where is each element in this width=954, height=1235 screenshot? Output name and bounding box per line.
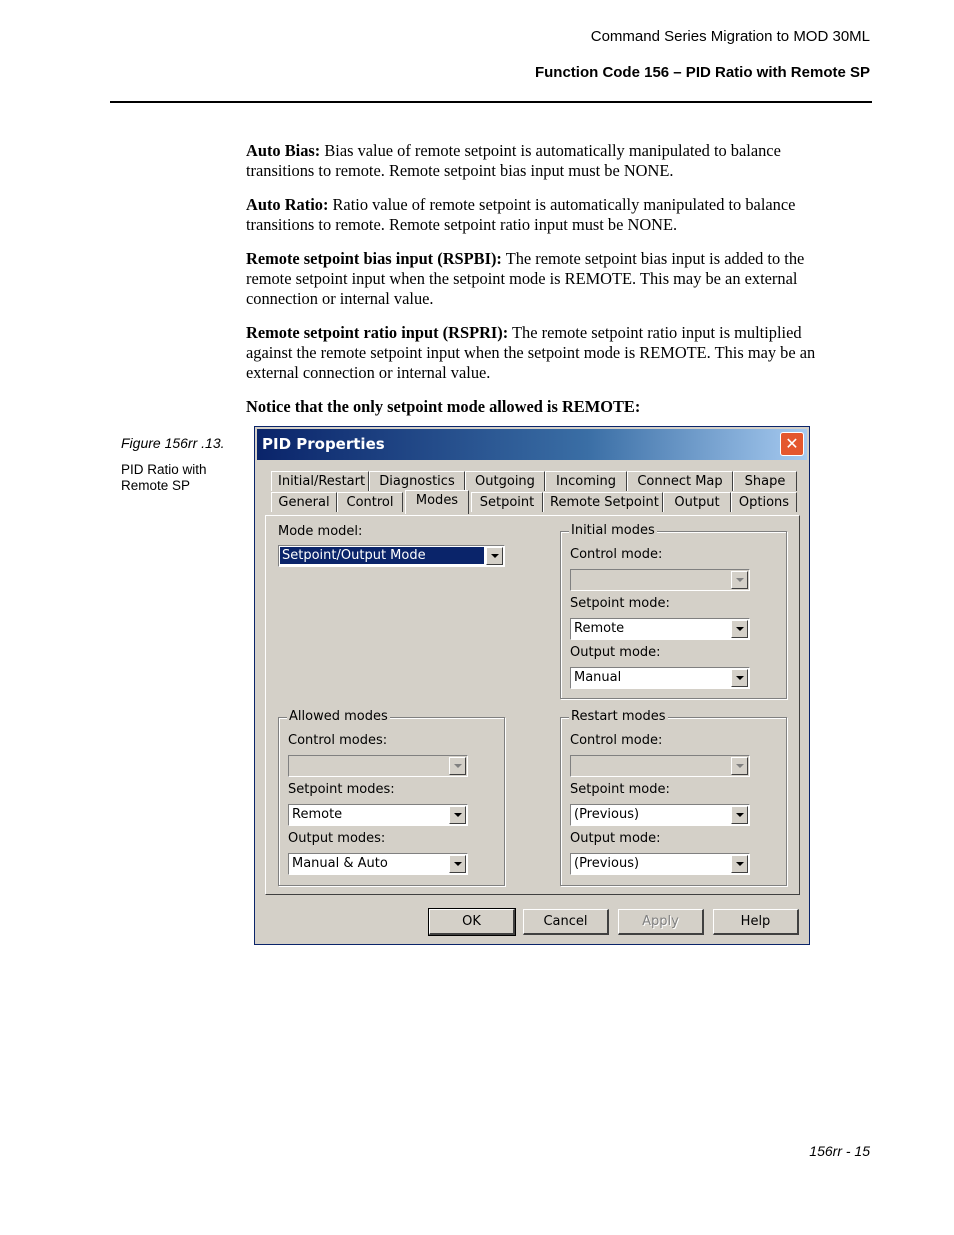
chevron-down-icon[interactable] — [449, 855, 466, 873]
restart-setpoint-select[interactable]: (Previous) — [570, 804, 750, 826]
paragraph-rspbi: Remote setpoint bias input (RSPBI): The remote setpoint bias input is added to the remote setpoint input when the setpoint mode is REMOTE. This may be an external connection or internal value. — [246, 249, 805, 308]
allowed-modes-title: Allowed modes — [289, 709, 388, 724]
dialog-titlebar — [257, 429, 807, 460]
tab-shape[interactable]: Shape — [733, 471, 797, 491]
mode-model-select[interactable] — [278, 545, 505, 567]
help-button[interactable]: Help — [713, 909, 799, 935]
chevron-down-icon — [731, 757, 748, 775]
section-title: Function Code 156 – PID Ratio with Remote SP — [534, 64, 870, 81]
figure-subcaption: PID Ratio with Remote SP — [121, 462, 207, 493]
page-number: 156rr - 15 — [809, 1143, 870, 1159]
initial-output-select[interactable]: Manual — [570, 667, 750, 689]
doc-title: Command Series Migration to MOD 30ML — [590, 28, 870, 45]
tab-general[interactable]: General — [271, 492, 337, 512]
allowed-control-select — [288, 755, 468, 777]
restart-output-select[interactable]: (Previous) — [570, 853, 750, 875]
tab-remote-setpoint[interactable]: Remote Setpoint — [543, 492, 663, 512]
paragraph-rspri: Remote setpoint ratio input (RSPRI): The remote setpoint ratio input is multiplied against the remote setpoint input when the setpoint mode is REMOTE. This may be an external connection or internal value. — [246, 323, 816, 382]
chevron-down-icon[interactable] — [731, 855, 748, 873]
initial-setpoint-label: Setpoint mode: — [570, 596, 670, 611]
initial-control-select — [570, 569, 750, 591]
restart-setpoint-label: Setpoint mode: — [570, 782, 670, 797]
header-rule — [110, 101, 872, 103]
chevron-down-icon[interactable] — [486, 547, 503, 565]
pid-properties-dialog — [254, 426, 810, 945]
paragraph-auto-bias: Auto Bias: Bias value of remote setpoint is automatically manipulated to balance transitions to remote. Remote setpoint bias input must be NONE. — [246, 141, 781, 180]
dialog-title: PID Properties — [262, 435, 385, 453]
ok-button[interactable]: OK — [429, 909, 515, 935]
close-icon[interactable]: ✕ — [780, 432, 804, 456]
tab-options[interactable]: Options — [731, 492, 797, 512]
restart-modes-title: Restart modes — [571, 709, 666, 724]
initial-control-label: Control mode: — [570, 547, 663, 562]
chevron-down-icon — [449, 757, 466, 775]
allowed-control-label: Control modes: — [288, 733, 388, 748]
tab-setpoint[interactable]: Setpoint — [471, 492, 543, 512]
tab-modes[interactable]: Modes — [405, 490, 469, 514]
tab-incoming[interactable]: Incoming — [545, 471, 627, 491]
chevron-down-icon[interactable] — [731, 620, 748, 638]
tab-diagnostics[interactable]: Diagnostics — [369, 471, 465, 491]
paragraph-notice: Notice that the only setpoint mode allowed is REMOTE: — [246, 397, 641, 416]
restart-control-select — [570, 755, 750, 777]
restart-output-label: Output mode: — [570, 831, 661, 846]
allowed-output-select[interactable]: Manual & Auto — [288, 853, 468, 875]
cancel-button[interactable]: Cancel — [523, 909, 609, 935]
tab-initial-restart[interactable]: Initial/Restart — [271, 471, 369, 491]
tab-output[interactable]: Output — [663, 492, 731, 512]
chevron-down-icon[interactable] — [449, 806, 466, 824]
tab-outgoing[interactable]: Outgoing — [465, 471, 545, 491]
chevron-down-icon[interactable] — [731, 806, 748, 824]
mode-model-label: Mode model: — [278, 524, 363, 539]
initial-output-label: Output mode: — [570, 645, 661, 660]
allowed-setpoint-label: Setpoint modes: — [288, 782, 395, 797]
mode-model-value: Setpoint/Output Mode — [280, 547, 484, 564]
chevron-down-icon — [731, 571, 748, 589]
paragraph-auto-ratio: Auto Ratio: Ratio value of remote setpoint is automatically manipulated to balance transitions to remote. Remote setpoint ratio input must be NONE. — [246, 195, 796, 234]
chevron-down-icon[interactable] — [731, 669, 748, 687]
allowed-output-label: Output modes: — [288, 831, 386, 846]
figure-caption: Figure 156rr .13. — [121, 435, 225, 451]
initial-setpoint-select[interactable]: Remote — [570, 618, 750, 640]
allowed-setpoint-select[interactable]: Remote — [288, 804, 468, 826]
tab-connect-map[interactable]: Connect Map — [627, 471, 733, 491]
apply-button[interactable]: Apply — [618, 909, 704, 935]
initial-modes-title: Initial modes — [571, 523, 655, 538]
restart-control-label: Control mode: — [570, 733, 663, 748]
tab-control[interactable]: Control — [337, 492, 403, 512]
